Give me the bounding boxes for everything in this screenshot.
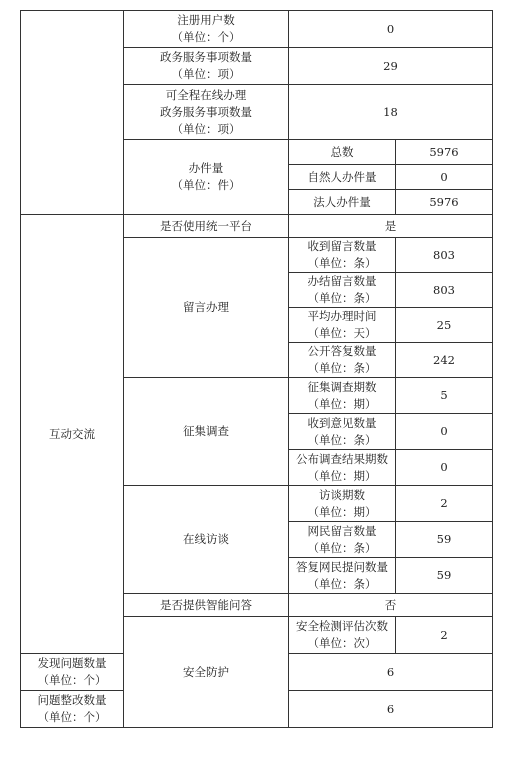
row-label-cases: 办件量 （单位：件）: [124, 140, 289, 215]
issues-fixed-value: 6: [289, 691, 493, 728]
survey-results-value: 0: [396, 450, 493, 486]
interview-sessions-value: 2: [396, 486, 493, 522]
section-label-cell-empty: [21, 11, 124, 215]
assessments-label: 安全检测评估次数 （单位：次）: [289, 617, 396, 654]
survey-opinions-label: 收到意见数量 （单位：条）: [289, 414, 396, 450]
value-online-items: 18: [289, 85, 493, 140]
messages-label: 留言办理: [124, 238, 289, 378]
statistics-table: [20, 10, 493, 728]
table-row: [21, 215, 493, 238]
smart-qa-value: 否: [289, 594, 493, 617]
interview-netizen-msgs-value: 59: [396, 522, 493, 558]
messages-received-value: 803: [396, 238, 493, 273]
messages-public-replies-value: 242: [396, 343, 493, 378]
section-label-interaction: 互动交流: [21, 215, 124, 654]
interview-answers-label: 答复网民提问数量 （单位：条）: [289, 558, 396, 594]
cases-total-value: 5976: [396, 140, 493, 165]
cases-natural-value: 0: [396, 165, 493, 190]
value-gov-service-items: 29: [289, 48, 493, 85]
cases-legal-value: 5976: [396, 190, 493, 215]
messages-avg-time-label: 平均办理时间 （单位：天）: [289, 308, 396, 343]
interview-label: 在线访谈: [124, 486, 289, 594]
section-label-security: 安全防护: [124, 617, 289, 728]
interview-sessions-label: 访谈期数 （单位：期）: [289, 486, 396, 522]
table-row: [21, 11, 493, 48]
interview-netizen-msgs-label: 网民留言数量 （单位：条）: [289, 522, 396, 558]
messages-completed-label: 办结留言数量 （单位：条）: [289, 273, 396, 308]
cases-total-label: 总数: [289, 140, 396, 165]
interview-answers-value: 59: [396, 558, 493, 594]
messages-completed-value: 803: [396, 273, 493, 308]
assessments-value: 2: [396, 617, 493, 654]
survey-count-label: 征集调查期数 （单位：期）: [289, 378, 396, 414]
cases-natural-label: 自然人办件量: [289, 165, 396, 190]
messages-avg-time-value: 25: [396, 308, 493, 343]
issues-found-value: 6: [289, 654, 493, 691]
row-label-registered-users: 注册用户数 （单位：个）: [124, 11, 289, 48]
unified-platform-label: 是否使用统一平台: [124, 215, 289, 238]
issues-fixed-label: 问题整改数量 （单位：个）: [21, 691, 124, 728]
issues-found-label: 发现问题数量 （单位：个）: [21, 654, 124, 691]
statistics-sheet: [20, 10, 493, 728]
survey-count-value: 5: [396, 378, 493, 414]
messages-public-replies-label: 公开答复数量 （单位：条）: [289, 343, 396, 378]
smart-qa-label: 是否提供智能问答: [124, 594, 289, 617]
row-label-gov-service-items: 政务服务事项数量 （单位：项）: [124, 48, 289, 85]
messages-received-label: 收到留言数量 （单位：条）: [289, 238, 396, 273]
row-label-online-items: 可全程在线办理 政务服务事项数量 （单位：项）: [124, 85, 289, 140]
cases-legal-label: 法人办件量: [289, 190, 396, 215]
value-registered-users: 0: [289, 11, 493, 48]
survey-results-label: 公布调查结果期数 （单位：期）: [289, 450, 396, 486]
survey-opinions-value: 0: [396, 414, 493, 450]
survey-label: 征集调查: [124, 378, 289, 486]
unified-platform-value: 是: [289, 215, 493, 238]
